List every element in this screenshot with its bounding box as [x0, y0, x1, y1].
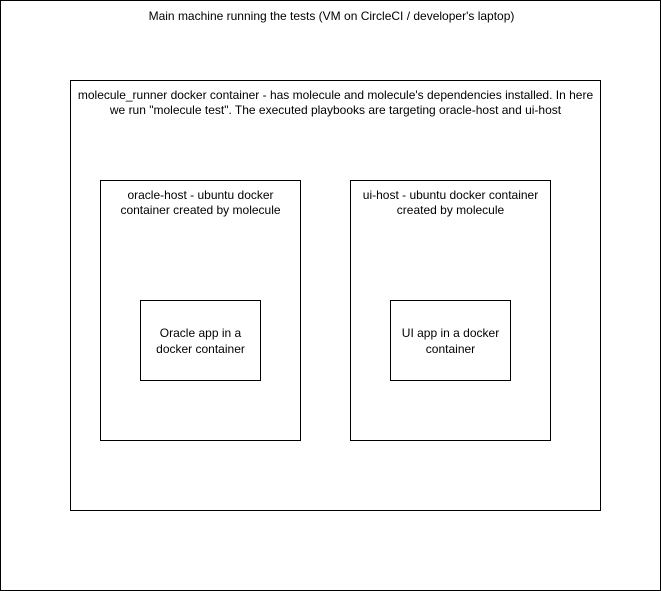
ui-app-box: [390, 300, 511, 381]
ui-app-label: UI app in a docker container: [401, 325, 500, 356]
main-machine-label: Main machine running the tests (VM on CircleCI / developer's laptop): [148, 9, 515, 23]
molecule-runner-label: molecule_runner docker container - has molecule and molecule's dependencies installed. In here we run "molecule test". The executed playbooks are targeting oracle-host and ui-host: [77, 88, 594, 117]
oracle-app-box: [140, 300, 261, 381]
oracle-app-label: Oracle app in a docker container: [156, 325, 245, 356]
ui-host-label: ui-host - ubuntu docker container created by molecule: [362, 188, 539, 217]
oracle-host-label: oracle-host - ubuntu docker container created by molecule: [120, 188, 281, 217]
